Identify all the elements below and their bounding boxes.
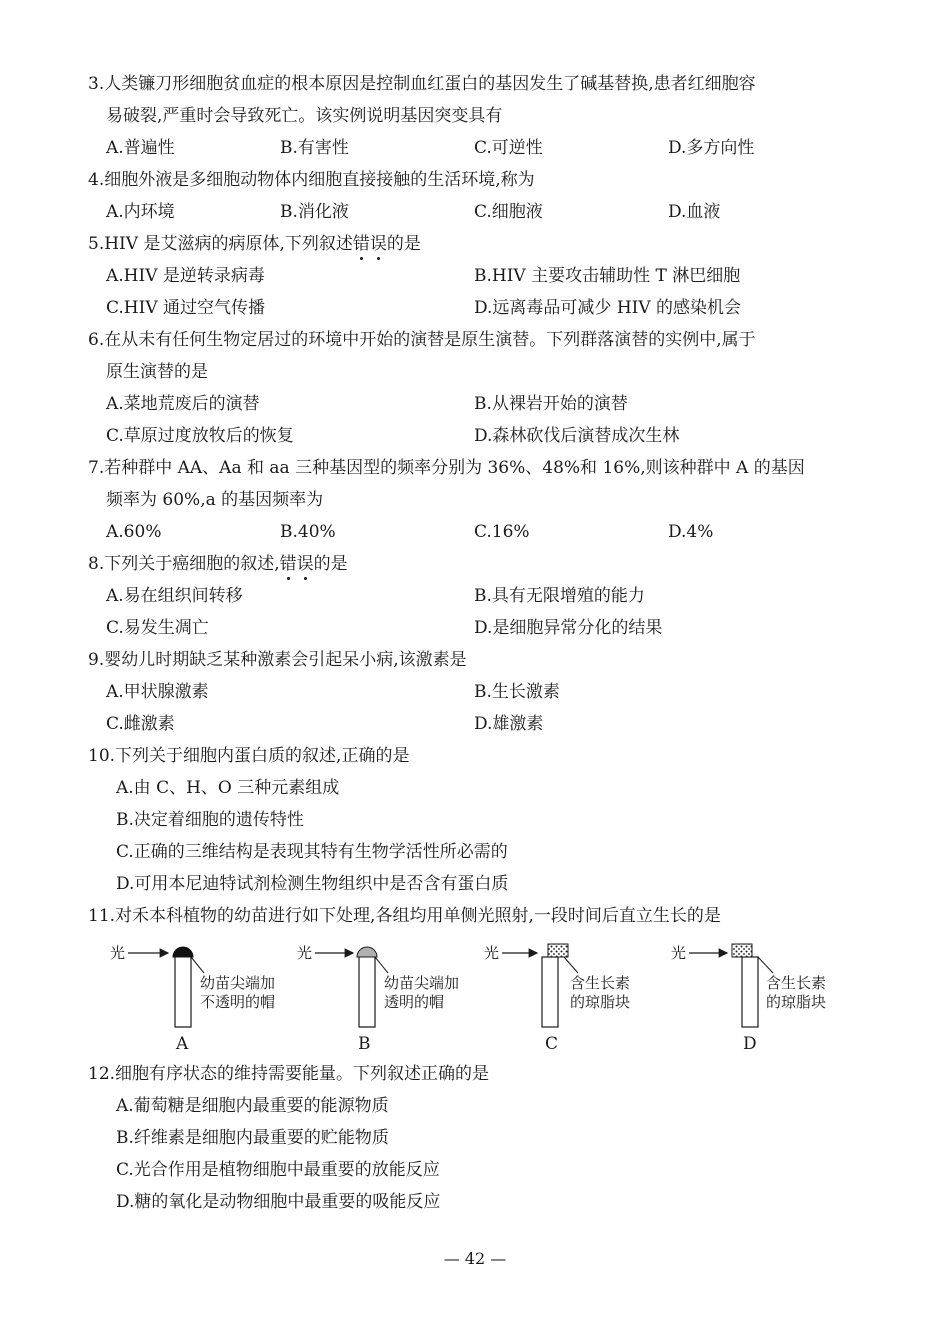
panel-letter-b: B (358, 1034, 371, 1054)
agar-block-icon-c (548, 944, 568, 957)
panel-letter-c: C (545, 1034, 559, 1054)
transparent-cap-icon (357, 947, 377, 957)
q11-panel-a (110, 944, 275, 1054)
q10-stem: 10.下列关于细胞内蛋白质的叙述,正确的是 (88, 746, 410, 766)
q6-option-c: C.草原过度放牧后的恢复 (106, 426, 294, 446)
q12-option-d: D.糖的氧化是动物细胞中最重要的吸能反应 (116, 1192, 441, 1212)
caption-d-line2: 的琼脂块 (766, 993, 827, 1011)
q4-option-c: C.细胞液 (474, 202, 543, 222)
q7-option-a: A.60% (106, 522, 162, 542)
panel-letter-a: A (176, 1034, 189, 1054)
caption-b-line2: 透明的帽 (384, 993, 445, 1011)
q5-option-b: B.HIV 主要攻击辅助性 T 淋巴细胞 (474, 266, 741, 286)
q8-stem-pre: 8.下列关于癌细胞的叙述, (88, 554, 280, 574)
q6-stem-line2: 原生演替的是 (106, 362, 208, 382)
caption-c-line1: 含生长素 (570, 974, 631, 992)
q11-panel-c (484, 944, 630, 1054)
q4-option-a: A.内环境 (106, 202, 175, 222)
q4-option-d: D.血液 (668, 202, 721, 222)
q7-option-d: D.4% (668, 522, 714, 542)
q3-option-b: B.有害性 (280, 138, 349, 158)
q8-emphasis-char-1: 错 (279, 554, 297, 574)
q11-figure (100, 935, 860, 1060)
q11-panel-d (671, 944, 826, 1054)
q7-stem-line2: 频率为 60%,a 的基因频率为 (106, 490, 324, 510)
q10-option-c: C.正确的三维结构是表现其特有生物学活性所必需的 (116, 842, 508, 862)
q11-figure-svg (100, 935, 860, 1060)
light-label-b: 光 (297, 944, 313, 962)
pointer-line-a (191, 957, 204, 973)
q3-stem-line1: 3.人类镰刀形细胞贫血症的根本原因是控制血红蛋白的基因发生了碱基替换,患者红细胞容 (88, 74, 756, 94)
q12-stem: 12.细胞有序状态的维持需要能量。下列叙述正确的是 (88, 1064, 490, 1084)
q11-panel-b (297, 944, 459, 1054)
q3-option-c: C.可逆性 (474, 138, 543, 158)
caption-a-line2: 不透明的帽 (200, 993, 276, 1011)
q8-option-b: B.具有无限增殖的能力 (474, 586, 645, 606)
caption-d-line1: 含生长素 (766, 974, 827, 992)
seedling-b (359, 949, 375, 1027)
q8-option-a: A.易在组织间转移 (106, 586, 243, 606)
pointer-line-c (564, 957, 578, 973)
q5-option-c: C.HIV 通过空气传播 (106, 298, 266, 318)
q3-stem-line2: 易破裂,严重时会导致死亡。该实例说明基因突变具有 (106, 106, 503, 126)
pointer-line-d (758, 957, 773, 973)
q12-option-b: B.纤维素是细胞内最重要的贮能物质 (116, 1128, 389, 1148)
q5-option-a: A.HIV 是逆转录病毒 (106, 266, 265, 286)
q4-option-b: B.消化液 (280, 202, 349, 222)
pointer-line-b (375, 957, 388, 973)
q9-stem: 9.婴幼儿时期缺乏某种激素会引起呆小病,该激素是 (88, 650, 467, 670)
q6-option-d: D.森林砍伐后演替成次生林 (474, 426, 680, 446)
q8-stem (88, 553, 348, 575)
panel-letter-d: D (743, 1034, 757, 1054)
q9-option-a: A.甲状腺激素 (106, 682, 209, 702)
q5-stem-post: 的是 (386, 234, 421, 254)
opaque-cap-icon (173, 947, 193, 957)
q5-option-d: D.远离毒品可减少 HIV 的感染机会 (474, 298, 742, 318)
q9-option-c: C.雌激素 (106, 714, 175, 734)
caption-a-line1: 幼苗尖端加 (200, 974, 276, 992)
q3-option-d: D.多方向性 (668, 138, 755, 158)
caption-b-line1: 幼苗尖端加 (384, 974, 460, 992)
seedling-a (175, 949, 191, 1027)
q5-stem-pre: 5.HIV 是艾滋病的病原体,下列叙述 (88, 234, 353, 254)
q4-stem: 4.细胞外液是多细胞动物体内细胞直接接触的生活环境,称为 (88, 170, 535, 190)
q7-option-c: C.16% (474, 522, 530, 542)
agar-block-icon-d (732, 944, 752, 957)
decapitated-seedling-c (542, 957, 558, 1027)
q9-option-d: D.雄激素 (474, 714, 544, 734)
q10-option-d: D.可用本尼迪特试剂检测生物组织中是否含有蛋白质 (116, 874, 509, 894)
light-label-c: 光 (484, 944, 500, 962)
q5-emphasis-char-2: 误 (369, 234, 387, 254)
q8-stem-post: 的是 (313, 554, 348, 574)
q8-option-c: C.易发生凋亡 (106, 618, 209, 638)
caption-c-line2: 的琼脂块 (570, 993, 631, 1011)
q6-stem-line1: 6.在从未有任何生物定居过的环境中开始的演替是原生演替。下列群落演替的实例中,属于 (88, 330, 756, 350)
decapitated-seedling-d (742, 957, 758, 1027)
page-number: — 42 — (443, 1249, 507, 1268)
light-label-a: 光 (110, 944, 126, 962)
q11-stem: 11.对禾本科植物的幼苗进行如下处理,各组均用单侧光照射,一段时间后直立生长的是 (88, 906, 721, 926)
q8-option-d: D.是细胞异常分化的结果 (474, 618, 663, 638)
light-label-d: 光 (671, 944, 687, 962)
q3-option-a: A.普遍性 (106, 138, 175, 158)
q10-option-b: B.决定着细胞的遗传特性 (116, 810, 304, 830)
q6-option-a: A.菜地荒废后的演替 (106, 394, 260, 414)
q7-option-b: B.40% (280, 522, 336, 542)
q8-emphasis-char-2: 误 (296, 554, 314, 574)
q10-option-a: A.由 C、H、O 三种元素组成 (116, 778, 340, 798)
q5-emphasis-char-1: 错 (352, 234, 370, 254)
q12-option-c: C.光合作用是植物细胞中最重要的放能反应 (116, 1160, 440, 1180)
q7-stem-line1: 7.若种群中 AA、Aa 和 aa 三种基因型的频率分别为 36%、48%和 16%,则该种群中 A 的基因 (88, 458, 805, 478)
q9-option-b: B.生长激素 (474, 682, 560, 702)
q6-option-b: B.从裸岩开始的演替 (474, 394, 628, 414)
q5-stem (88, 233, 421, 255)
q12-option-a: A.葡萄糖是细胞内最重要的能源物质 (116, 1096, 389, 1116)
